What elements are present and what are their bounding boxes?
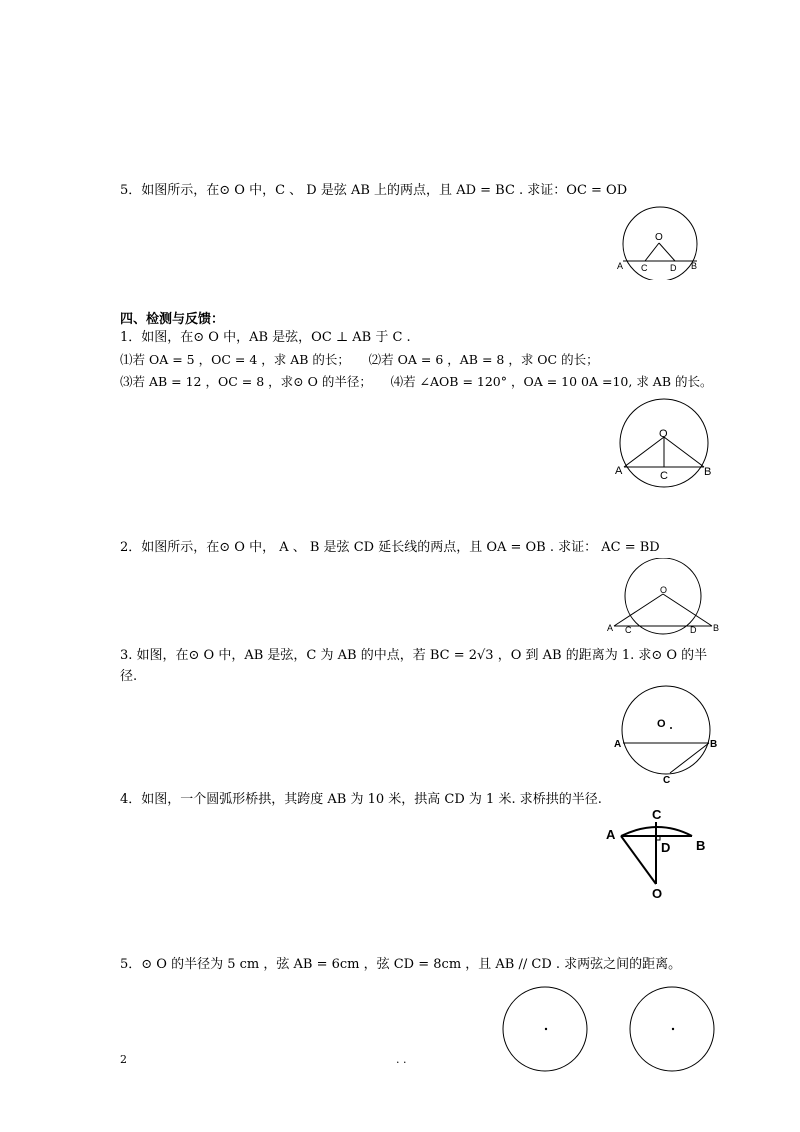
fig-label-b: B [710,739,718,750]
fig-label-d: D [670,263,677,273]
fig-label-o: O [660,585,668,595]
fig-label-b: B [704,466,712,478]
fig-label-c: C [625,625,632,635]
section-heading: 四、检测与反馈： [120,312,225,327]
fig-label-d: D [661,840,671,855]
q3-line2: 径. [120,669,138,684]
fig-label-c: C [652,807,662,822]
q1-part2: ⑶若 AB = 12 ，OC = 8 ，求⊙ O 的半径； ⑷若 ∠AOB = 120° ，OA = 10 0A =10, 求 AB 的长。 [120,374,713,389]
figure-q4 [604,806,714,901]
fig-label-b: B [691,261,698,271]
fig-label-d: D [690,625,697,635]
q2-text: 2．如图所示，在⊙ O 中， A 、 B 是弦 CD 延长线的两点，且 OA = OB . 求证： AC = BD [120,540,660,555]
fig-label-c: C [660,470,668,482]
q1-part1: ⑴若 OA = 5 ，OC = 4 ，求 AB 的长； ⑵若 OA = 6 ，AB = 8 ，求 OC 的长； [120,352,599,367]
fig-label-c: C [663,775,671,786]
fig-label-b: B [713,623,720,633]
question-5-prev: 5．如图所示，在⊙ O 中，C 、 D 是弦 AB 上的两点，且 AD = BC . 求证：OC = OD [120,183,628,198]
q4-text: 4．如图，一个圆弧形桥拱，其跨度 AB 为 10 米，拱高 CD 为 1 米. 求桥拱的半径. [120,792,602,807]
fig-label-a: A [607,623,614,633]
fig-label-o: O [657,718,666,730]
fig-label-c: C [641,263,648,273]
fig-label-a: A [617,261,624,271]
figure-prev-q5 [615,205,715,280]
fig-label-b: B [696,838,706,853]
fig-label-o: O [652,886,663,901]
fig-label-o: O [655,232,663,243]
fig-label-a: A [614,739,622,750]
figure-q5-circles [500,985,730,1075]
q3-line1: 3. 如图，在⊙ O 中，AB 是弦，C 为 AB 的中点，若 BC = 2√3 ，O 到 AB 的距离为 1. 求⊙ O 的半 [120,648,708,663]
fig-label-o: O [659,428,668,440]
footer-dots: . . [396,1053,407,1066]
figure-q3 [612,685,722,787]
fig-label-a: A [606,827,616,842]
fig-label-a: A [615,465,623,477]
page-number: 2 [120,1053,127,1066]
q1-stem: 1．如图，在⊙ O 中，AB 是弦，OC ⊥ AB 于 C . [120,330,411,345]
q5-text: 5．⊙ O 的半径为 5 cm ，弦 AB = 6cm ，弦 CD = 8cm ，且 AB // CD . 求两弦之间的距离。 [120,957,682,972]
figure-q2 [606,558,726,638]
figure-q1 [612,397,722,489]
